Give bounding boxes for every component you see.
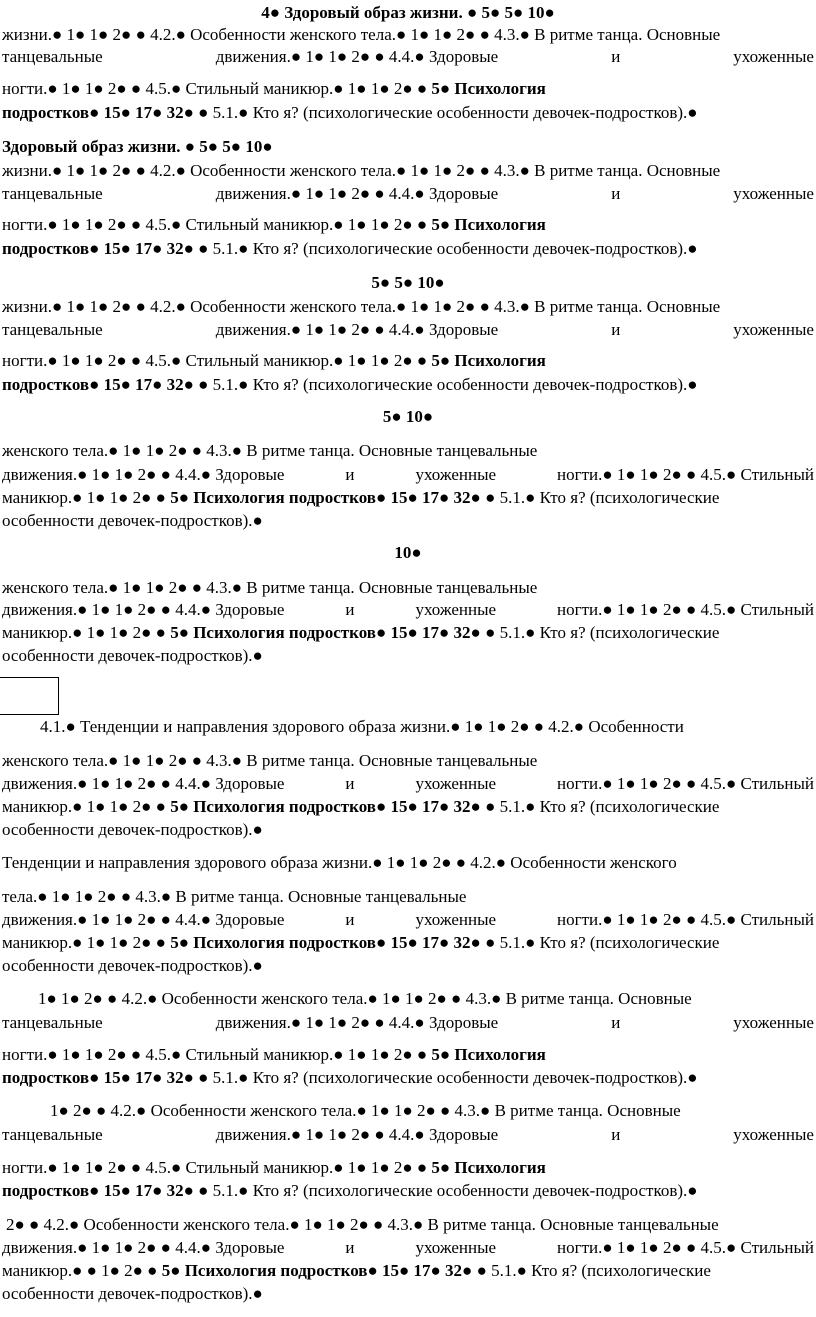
block-1-line-2: танцевальные движения.● 1● 1● 2● ● 4.4.● Здоровые и ухоженные (2, 47, 814, 66)
block-7-line-4: особенности девочек-подростков).● (2, 956, 263, 975)
block-10-line-4: особенности девочек-подростков).● (2, 1284, 263, 1303)
block-2-heading: Здоровый образ жизни. ● 5● 5● 10● (2, 137, 273, 156)
block-7-line-1: тела.● 1● 1● 2● ● 4.3.● В ритме танца. Основные танцевальные (2, 887, 467, 906)
block-8-line-4: подростков● 15● 17● 32● ● 5.1.● Кто я? (психологические особенности девочек-подростков).● (2, 1068, 698, 1087)
block-5-heading: 10● (394, 543, 422, 562)
block-3-line-1: жизни.● 1● 1● 2● ● 4.2.● Особенности женского тела.● 1● 1● 2● ● 4.3.● В ритме танца. Основные (2, 297, 721, 316)
block-5-line-1: женского тела.● 1● 1● 2● ● 4.3.● В ритме танца. Основные танцевальные (2, 578, 538, 597)
block-8-line-1: 1● 1● 2● ● 4.2.● Особенности женского тела.● 1● 1● 2● ● 4.3.● В ритме танца. Основные (38, 989, 692, 1008)
block-2-line-2: танцевальные движения.● 1● 1● 2● ● 4.4.● Здоровые и ухоженные (2, 184, 814, 203)
block-3-line-3: ногти.● 1● 1● 2● ● 4.5.● Стильный маникюр.● 1● 1● 2● ● 5● Психология (2, 351, 546, 370)
block-2-line-4: подростков● 15● 17● 32● ● 5.1.● Кто я? (психологические особенности девочек-подростков).● (2, 239, 698, 258)
block-10-line-2: движения.● 1● 1● 2● ● 4.4.● Здоровые и ухоженные ногти.● 1● 1● 2● ● 4.5.● Стильный (2, 1238, 814, 1257)
block-2-line-3: ногти.● 1● 1● 2● ● 4.5.● Стильный маникюр.● 1● 1● 2● ● 5● Психология (2, 215, 546, 234)
block-1-line-1: жизни.● 1● 1● 2● ● 4.2.● Особенности женского тела.● 1● 1● 2● ● 4.3.● В ритме танца. Основные (2, 25, 721, 44)
block-3-heading: 5● 5● 10● (371, 273, 445, 292)
block-3-line-4: подростков● 15● 17● 32● ● 5.1.● Кто я? (психологические особенности девочек-подростков).● (2, 375, 698, 394)
empty-table-cell (0, 677, 59, 715)
block-4-line-1: женского тела.● 1● 1● 2● ● 4.3.● В ритме танца. Основные танцевальные (2, 441, 538, 460)
block-9-line-4: подростков● 15● 17● 32● ● 5.1.● Кто я? (психологические особенности девочек-подростков).● (2, 1181, 698, 1200)
block-6-intro: 4.1.● Тенденции и направления здорового образа жизни.● 1● 1● 2● ● 4.2.● Особенности (40, 717, 684, 736)
block-9-line-2: танцевальные движения.● 1● 1● 2● ● 4.4.● Здоровые и ухоженные (2, 1125, 814, 1144)
block-1-heading: 4● Здоровый образ жизни. ● 5● 5● 10● (261, 3, 555, 22)
block-3-line-2: танцевальные движения.● 1● 1● 2● ● 4.4.● Здоровые и ухоженные (2, 320, 814, 339)
block-4-line-2: движения.● 1● 1● 2● ● 4.4.● Здоровые и ухоженные ногти.● 1● 1● 2● ● 4.5.● Стильный (2, 465, 814, 484)
block-7-intro: Тенденции и направления здорового образа жизни.● 1● 1● 2● ● 4.2.● Особенности женского (2, 853, 677, 872)
block-1-line-4: подростков● 15● 17● 32● ● 5.1.● Кто я? (психологические особенности девочек-подростков).● (2, 103, 698, 122)
block-1-line-3: ногти.● 1● 1● 2● ● 4.5.● Стильный маникюр.● 1● 1● 2● ● 5● Психология (2, 79, 546, 98)
block-6-line-1: женского тела.● 1● 1● 2● ● 4.3.● В ритме танца. Основные танцевальные (2, 751, 538, 770)
block-10-line-1: 2● ● 4.2.● Особенности женского тела.● 1● 1● 2● ● 4.3.● В ритме танца. Основные танцевальные (6, 1215, 719, 1234)
block-4-heading: 5● 10● (382, 407, 434, 426)
block-8-line-2: танцевальные движения.● 1● 1● 2● ● 4.4.● Здоровые и ухоженные (2, 1013, 814, 1032)
block-2-line-1: жизни.● 1● 1● 2● ● 4.2.● Особенности женского тела.● 1● 1● 2● ● 4.3.● В ритме танца. Основные (2, 161, 721, 180)
block-9-line-3: ногти.● 1● 1● 2● ● 4.5.● Стильный маникюр.● 1● 1● 2● ● 5● Психология (2, 1158, 546, 1177)
block-6-line-2: движения.● 1● 1● 2● ● 4.4.● Здоровые и ухоженные ногти.● 1● 1● 2● ● 4.5.● Стильный (2, 774, 814, 793)
block-7-line-2: движения.● 1● 1● 2● ● 4.4.● Здоровые и ухоженные ногти.● 1● 1● 2● ● 4.5.● Стильный (2, 910, 814, 929)
block-10-line-3: маникюр.● ● 1● 2● ● 5● Психология подростков● 15● 17● 32● ● 5.1.● Кто я? (психологические (2, 1261, 711, 1280)
block-6-line-4: особенности девочек-подростков).● (2, 820, 263, 839)
block-8-line-3: ногти.● 1● 1● 2● ● 4.5.● Стильный маникюр.● 1● 1● 2● ● 5● Психология (2, 1045, 546, 1064)
block-5-line-4: особенности девочек-подростков).● (2, 646, 263, 665)
block-7-line-3: маникюр.● 1● 1● 2● ● 5● Психология подростков● 15● 17● 32● ● 5.1.● Кто я? (психологические (2, 933, 720, 952)
block-9-line-1: 1● 2● ● 4.2.● Особенности женского тела.● 1● 1● 2● ● 4.3.● В ритме танца. Основные (50, 1101, 681, 1120)
block-5-line-3: маникюр.● 1● 1● 2● ● 5● Психология подростков● 15● 17● 32● ● 5.1.● Кто я? (психологические (2, 623, 720, 642)
block-4-line-3: маникюр.● 1● 1● 2● ● 5● Психология подростков● 15● 17● 32● ● 5.1.● Кто я? (психологические (2, 488, 720, 507)
block-4-line-4: особенности девочек-подростков).● (2, 511, 263, 530)
block-5-line-2: движения.● 1● 1● 2● ● 4.4.● Здоровые и ухоженные ногти.● 1● 1● 2● ● 4.5.● Стильный (2, 600, 814, 619)
block-6-line-3: маникюр.● 1● 1● 2● ● 5● Психология подростков● 15● 17● 32● ● 5.1.● Кто я? (психологические (2, 797, 720, 816)
